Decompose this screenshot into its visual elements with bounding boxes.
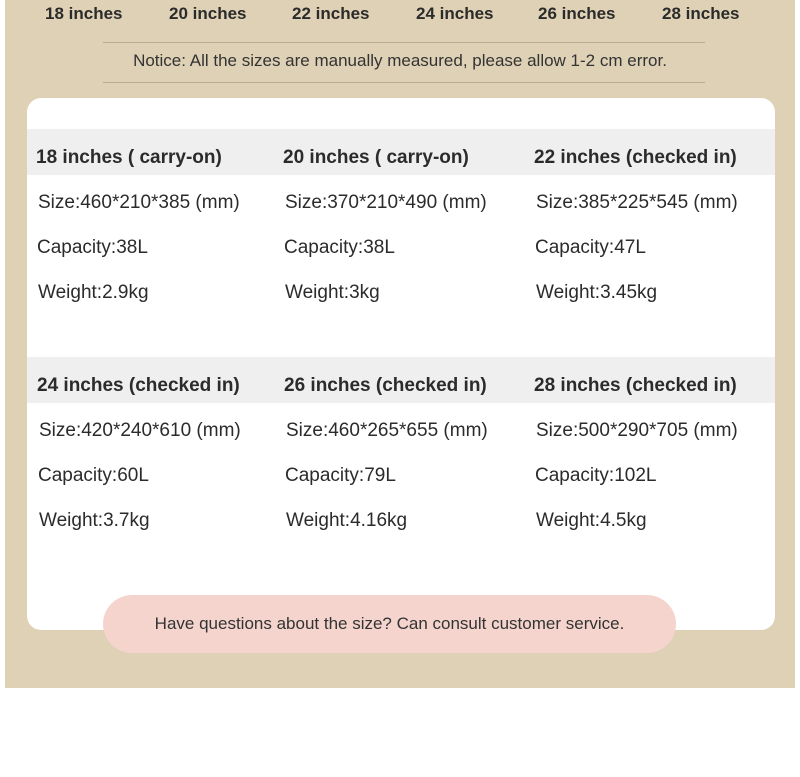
spec-title: 22 inches (checked in) <box>534 147 737 168</box>
size-tabs <box>5 0 795 30</box>
size-chart-panel <box>5 0 795 688</box>
spec-size: Size:385*225*545 (mm) <box>536 192 738 213</box>
spec-capacity: Capacity:47L <box>535 237 646 258</box>
size-tab-22: 22 inches <box>292 4 370 23</box>
spec-title: 20 inches ( carry-on) <box>283 147 469 168</box>
spec-weight: Weight:3.45kg <box>536 282 658 303</box>
spec-size: Size:370*210*490 (mm) <box>285 192 487 213</box>
spec-title: 24 inches (checked in) <box>37 375 240 396</box>
size-tab-20: 20 inches <box>169 4 247 23</box>
spec-size: Size:500*290*705 (mm) <box>536 420 738 441</box>
size-tab-24: 24 inches <box>416 4 494 23</box>
measurement-notice: Notice: All the sizes are manually measured, please allow 1-2 cm error. <box>133 51 667 70</box>
spec-capacity: Capacity:38L <box>37 237 148 258</box>
specs-card <box>27 98 775 630</box>
size-tab-18: 18 inches <box>45 4 123 23</box>
spec-title: 26 inches (checked in) <box>284 375 487 396</box>
spec-weight: Weight:4.16kg <box>286 510 408 531</box>
size-tab-28: 28 inches <box>662 4 740 23</box>
spec-size: Size:420*240*610 (mm) <box>39 420 241 441</box>
spec-weight: Weight:3kg <box>285 282 380 303</box>
spec-size: Size:460*210*385 (mm) <box>38 192 240 213</box>
spec-capacity: Capacity:38L <box>284 237 395 258</box>
spec-size: Size:460*265*655 (mm) <box>286 420 488 441</box>
spec-capacity: Capacity:102L <box>535 465 657 486</box>
spec-capacity: Capacity:79L <box>285 465 396 486</box>
spec-title: 28 inches (checked in) <box>534 375 737 396</box>
spec-weight: Weight:4.5kg <box>536 510 647 531</box>
notice-top-divider <box>103 42 705 43</box>
spec-weight: Weight:2.9kg <box>38 282 149 303</box>
size-tab-26: 26 inches <box>538 4 616 23</box>
consult-customer-service-banner[interactable]: Have questions about the size? Can consult customer service. <box>103 595 676 653</box>
spec-weight: Weight:3.7kg <box>39 510 150 531</box>
spec-title: 18 inches ( carry-on) <box>36 147 222 168</box>
spec-capacity: Capacity:60L <box>38 465 149 486</box>
notice-bottom-divider <box>103 82 705 83</box>
